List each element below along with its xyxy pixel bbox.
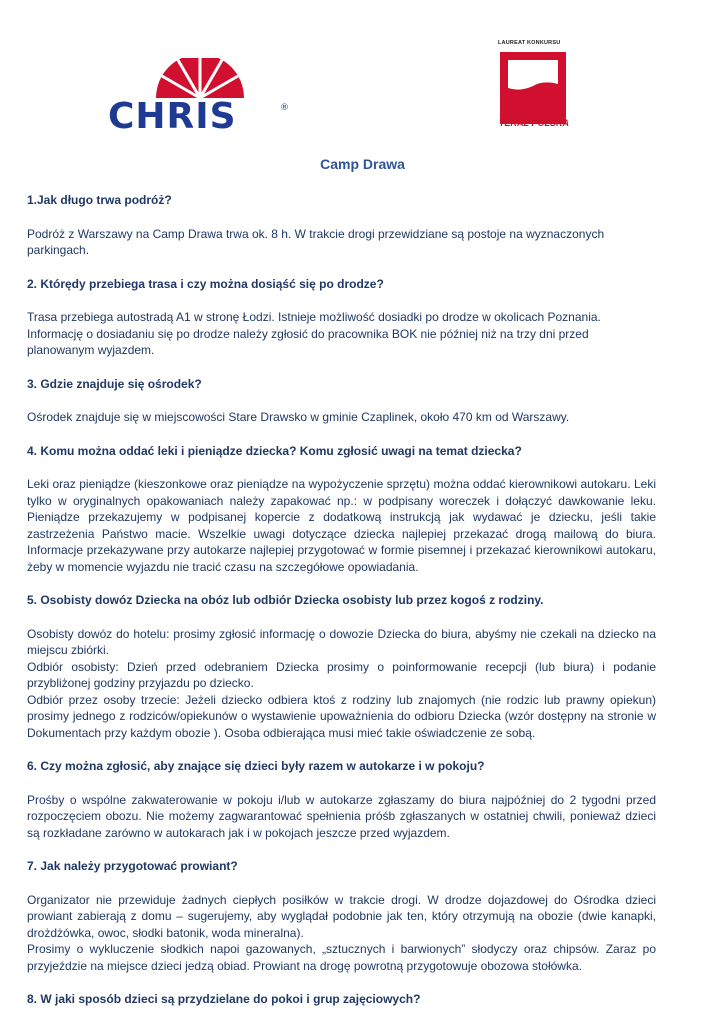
- faq-question: 6. Czy można zgłosić, aby znające się dzieci były razem w autokarze i w pokoju?: [27, 759, 485, 773]
- faq-answer: [27, 476, 656, 575]
- chris-logo-text: CHRIS: [108, 96, 237, 132]
- faq-answer-paragraph: Trasa przebiega autostradą A1 w stronę Łodzi. Istnieje możliwość dosiadki po drodze w okolicach Poznania. Informację o dosiadaniu się po drodze należy zgłosić do pracownika BOK nie później niż na trzy dni przed planowanym wyjazdem.: [27, 310, 601, 357]
- faq-content: [27, 192, 656, 1025]
- faq-question: 8. W jaki sposób dzieci są przydzielane do pokoi i grup zajęciowych?: [27, 992, 421, 1006]
- chris-sun-icon: [156, 58, 244, 98]
- faq-answer-paragraph: Leki oraz pieniądze (kieszonkowe oraz pieniądze na wypożyczenie sprzętu) można oddać kierownikowi autokaru. Leki tylko w oryginalnych opakowaniach należy zapakować np.: w podpisany woreczek i dołączyć dawkowanie leku. Pieniądze przekazujemy w podpisanej kopercie z dodatkową instrukcją jak wydawać je dziecku, jeśli takie zastrzeżenia Państwo macie. Wszelkie uwagi dotyczące dziecka najlepiej przekazać drogą mailową do biura. Informacje przekazywane przy autokarze najlepiej przygotować w formie pisemnej i przekazać kierownikowi autokaru, żeby w momencie wyjazdu nie tracić czasu na szczegółowe opowiadania.: [27, 477, 656, 574]
- faq-question: 7. Jak należy przygotować prowiant?: [27, 859, 238, 873]
- svg-text:®: ®: [280, 103, 289, 113]
- faq-question: 5. Osobisty dowóz Dziecka na obóz lub odbiór Dziecka osobisty lub przez kogoś z rodziny.: [27, 593, 544, 607]
- faq-answer: [27, 792, 656, 842]
- faq-answer-paragraph: Organizator nie przewiduje żadnych ciepłych posiłków w trakcie drogi. W drodze dojazdowej do Ośrodka dzieci prowiant zabierają z domu – sugerujemy, aby wyglądał podobnie jak ten, który otrzymują na obozie (dwie kanapki, drożdżówka, owoc, słodki batonik, woda mineralna).: [27, 892, 656, 940]
- faq-answer-paragraph: Podróż z Warszawy na Camp Drawa trwa ok. 8 h. W trakcie drogi przewidziane są postoje na wyznaczonych parkingach.: [27, 226, 605, 257]
- faq-answer-paragraph: Odbiór osobisty: Dzień przed odebraniem Dziecka prosimy o poinformowanie recepcji (lub biura) i podanie przybliżonej godziny przyjazdu po dziecko.: [27, 659, 656, 690]
- faq-question: 2. Którędy przebiega trasa i czy można dosiąść się po drodze?: [27, 276, 384, 291]
- faq-question: 1.Jak długo trwa podróż?: [27, 193, 172, 207]
- laureat-label: LAUREAT KONKURSU: [498, 40, 561, 46]
- faq-answer-paragraph: Odbiór przez osoby trzecie: Jeżeli dziecko odbiera ktoś z rodziny lub znajomych (nie rodzic lub prawny opiekun) prosimy jednego z rodziców/opiekunów o wystawienie upoważnienia do odbioru Dziecka (wzór dostępny na stronie w Dokumentach przy każdym obozie ). Osoba odbierająca musi mieć takie oświadczenie ze sobą.: [27, 692, 656, 740]
- faq-answer: [27, 226, 656, 259]
- faq-answer: [27, 309, 656, 359]
- page-title: Camp Drawa: [320, 156, 405, 172]
- faq-answer: [27, 892, 656, 975]
- teraz-polska-text: TERAZ POLSKA: [498, 118, 569, 128]
- faq-question: 4. Komu można oddać leki i pieniądze dziecka? Komu zgłosić uwagi na temat dziecka?: [27, 443, 522, 458]
- faq-question: 3. Gdzie znajduje się ośrodek?: [27, 376, 202, 391]
- chris-logo: [104, 58, 290, 132]
- faq-answer-paragraph: Prosimy o wykluczenie słodkich napoi gazowanych, „sztucznych i barwionych” słodyczy oraz chipsów. Zaraz po przyjeździe na miejsce dzieci jedzą obiad. Prowiant na drogę powrotną przygotowuje obozowa stołówka.: [27, 942, 656, 973]
- faq-answer: [27, 626, 656, 742]
- faq-answer: [27, 409, 656, 426]
- faq-answer-paragraph: Prośby o wspólne zakwaterowanie w pokoju i/lub w autokarze zgłaszamy do biura najpóźniej do 2 tygodni przed rozpoczęciem obozu. Nie możemy zagwarantować spełnienia próśb zgłaszanych w ostatniej chwili, ponieważ dzieci są rozkładane zarówno w autokarach jak i w pokojach jeszcze przed wyjazdem.: [27, 792, 656, 840]
- faq-answer-paragraph: Osobisty dowóz do hotelu: prosimy zgłosić informację o dowozie Dziecka do biura, abyśmy nie czekali na dziecko na miejscu zbiórki.: [27, 626, 656, 657]
- faq-answer-paragraph: Ośrodek znajduje się w miejscowości Stare Drawsko w gminie Czaplinek, około 470 km od Warszawy.: [27, 410, 570, 424]
